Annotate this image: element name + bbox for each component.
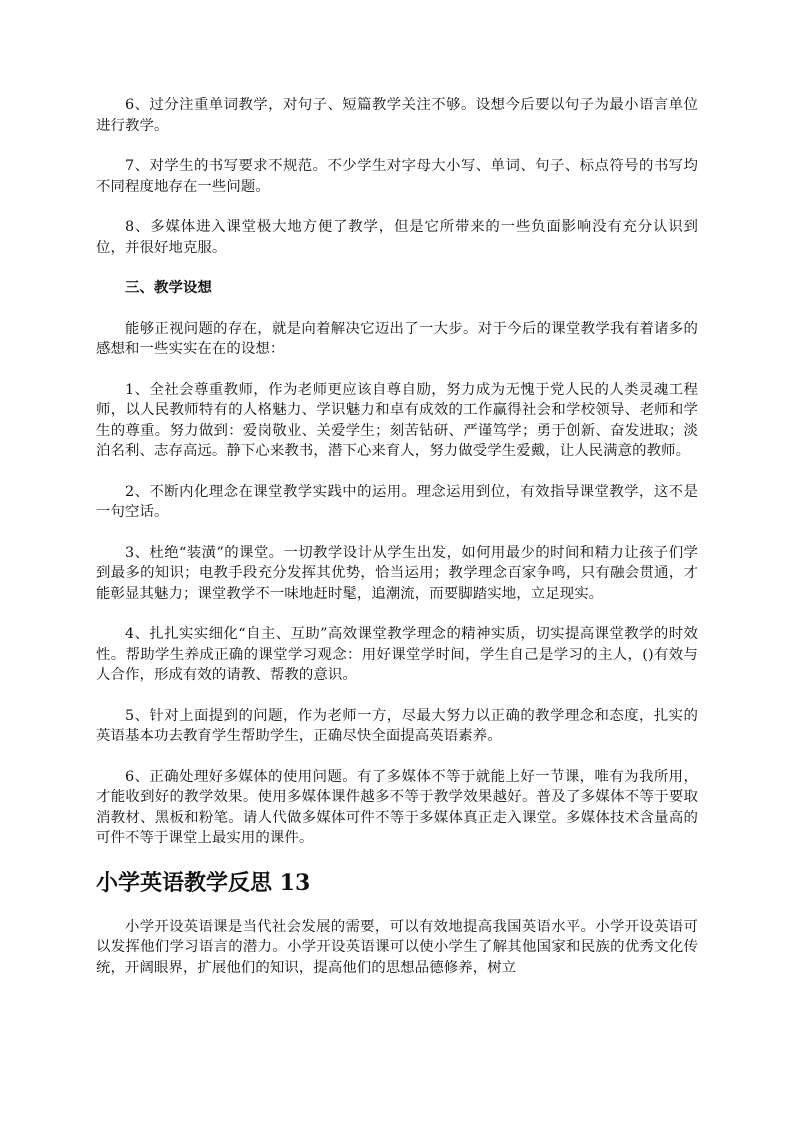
paragraph-intro: 能够正视问题的存在，就是向着解决它迈出了一大步。对于今后的课堂教学我有着诸多的感想和一些实实在在的设想： (96, 320, 698, 357)
paragraph-item-6: 6、过分注重单词教学，对句子、短篇教学关注不够。设想今后要以句子为最小语言单位进行教学。 (96, 97, 698, 134)
paragraph-plan-6: 6、正确处理好多媒体的使用问题。有了多媒体不等于就能上好一节课，唯有为我所用，才能收到好的教学效果。使用多媒体课件越多不等于教学效果越好。普及了多媒体不等于要取消教材、黑板和粉笔。请人代做多媒体可件不等于多媒体真正走入课堂。多媒体技术含量高的可件不等于课堂上最实用的课件。 (96, 768, 698, 846)
paragraph-plan-3: 3、杜绝“装潢”的课堂。一切教学设计从学生出发，如何用最少的时间和精力让孩子们学到最多的知识；电教手段充分发挥其优势，恰当运用；教学理念百家争鸣，只有融会贯通，才能彰显其魅力；课堂教学不一味地赶时髦，追潮流，而要脚踏实地，立足现实。 (96, 544, 698, 602)
article-title: 小学英语教学反思 13 (96, 869, 311, 896)
paragraph-plan-4: 4、扎扎实实细化“自主、互助”高效课堂教学理念的精神实质，切实提高课堂教学的时效性。帮助学生养成正确的课堂学习观念：用好课堂学时间，学生自己是学习的主人，()有效与人合作，形成有效的请教、帮教的意识。 (96, 626, 698, 683)
paragraph-item-8: 8、多媒体进入课堂极大地方便了教学，但是它所带来的一些负面影响没有充分认识到位，并很好地克服。 (96, 219, 698, 256)
paragraph-item-7: 7、对学生的书写要求不规范。不少学生对字母大小写、单词、句子、标点符号的书写均不同程度地存在一些问题。 (96, 158, 698, 195)
paragraph-plan-2: 2、不断内化理念在课堂教学实践中的运用。理念运用到位，有效指导课堂教学，这不是一句空话。 (96, 483, 698, 520)
paragraph-article-intro: 小学开设英语课是当代社会发展的需要，可以有效地提高我国英语水平。小学开设英语可以发挥他们学习语言的潜力。小学开设英语课可以使小学生了解其他国家和民族的优秀文化传统，开阔眼界，扩展他们的知识，提高他们的思想品德修养，树立 (96, 918, 698, 976)
paragraph-plan-5: 5、针对上面提到的问题，作为老师一方，尽最大努力以正确的教学理念和态度，扎实的英语基本功去教育学生帮助学生，正确尽快全面提高英语素养。 (96, 707, 698, 744)
paragraph-plan-1: 1、全社会尊重教师，作为老师更应该自尊自励，努力成为无愧于党人民的人类灵魂工程师，以人民教师特有的人格魅力、学识魅力和卓有成效的工作赢得社会和学校领导、老师和学生的尊重。努力做到：爱岗敬业、关爱学生；刻苦钻研、严谨笃学；勇于创新、奋发进取；淡泊名利、志存高远。静下心来教书，潜下心来育人，努力做受学生爱戴，让人民满意的教师。 (96, 381, 698, 459)
section-heading: 三、教学设想 (125, 279, 212, 296)
